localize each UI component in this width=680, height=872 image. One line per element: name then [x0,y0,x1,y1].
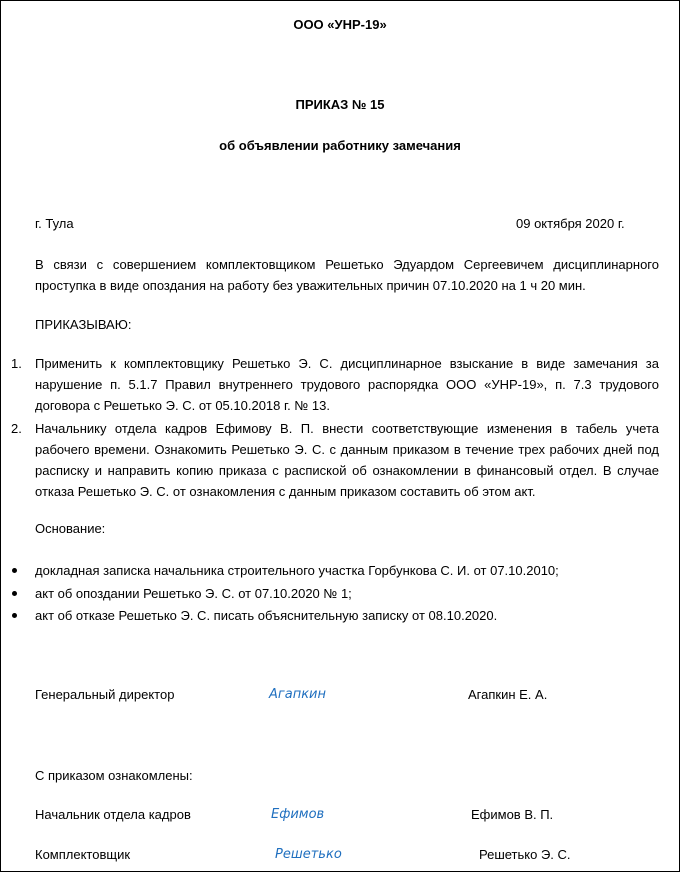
order-word: ПРИКАЗЫВАЮ: [35,317,132,332]
intro-text: В связи с совершением комплектовщиком Решетько Эдуардом Сергеевичем дисциплинарного проступка в виде опоздания на работу без уважительных причин 07.10.2020 на 1 ч 20 мин. [35,257,659,293]
employee-signature: Решетько [275,847,342,862]
employee-name: Решетько Э. С. [479,847,571,862]
basis-item: акт об отказе Решетько Э. С. писать объяснительную записку от 08.10.2020. [35,608,498,623]
order-subject: об объявлении работнику замечания [219,138,461,153]
order-item-2 [35,418,659,502]
company-name: ООО «УНР-19» [293,17,387,32]
bullet-icon [12,613,17,618]
intro-paragraph [35,254,659,296]
acknowledged-label: С приказом ознакомлены: [35,768,193,783]
bullet-icon [12,591,17,596]
bullet-icon [12,568,17,573]
basis-item: акт об опоздании Решетько Э. С. от 07.10.2020 № 1; [35,586,352,601]
city: г. Тула [35,216,74,231]
order-title: ПРИКАЗ № 15 [295,97,385,112]
order-item-1 [35,353,659,416]
basis-label: Основание: [35,521,106,536]
item-number: 1. [11,356,22,371]
employee-position: Начальник отдела кадров [35,807,191,822]
order-item-text: Применить к комплектовщику Решетько Э. С. дисциплинарное взыскание в виде замечания за нарушение п. 5.1.7 Правил внутреннего трудового распорядка ООО «УНР-19», п. 7.3 трудового договора с Решетько Э. С. от 05.10.2018 г. № 13. [35,356,659,413]
director-name: Агапкин Е. А. [468,687,548,702]
director-position: Генеральный директор [35,687,175,702]
director-signature: Агапкин [269,687,326,702]
employee-name: Ефимов В. П. [471,807,554,822]
basis-item: докладная записка начальника строительного участка Горбункова С. И. от 07.10.2010; [35,563,559,578]
order-item-text: Начальнику отдела кадров Ефимову В. П. внести соответствующие изменения в табель учета рабочего времени. Ознакомить Решетько Э. С. с данным приказом в течение трех рабочих дней под расписку и направить копию приказа с распиской об ознакомлении в финансовый отдел. В случае отказа Решетько Э. С. от ознакомления с данным приказом составить об этом акт. [35,421,659,499]
employee-position: Комплектовщик [35,847,131,862]
item-number: 2. [11,421,22,436]
employee-signature: Ефимов [271,807,325,822]
order-date: 09 октября 2020 г. [516,216,625,231]
